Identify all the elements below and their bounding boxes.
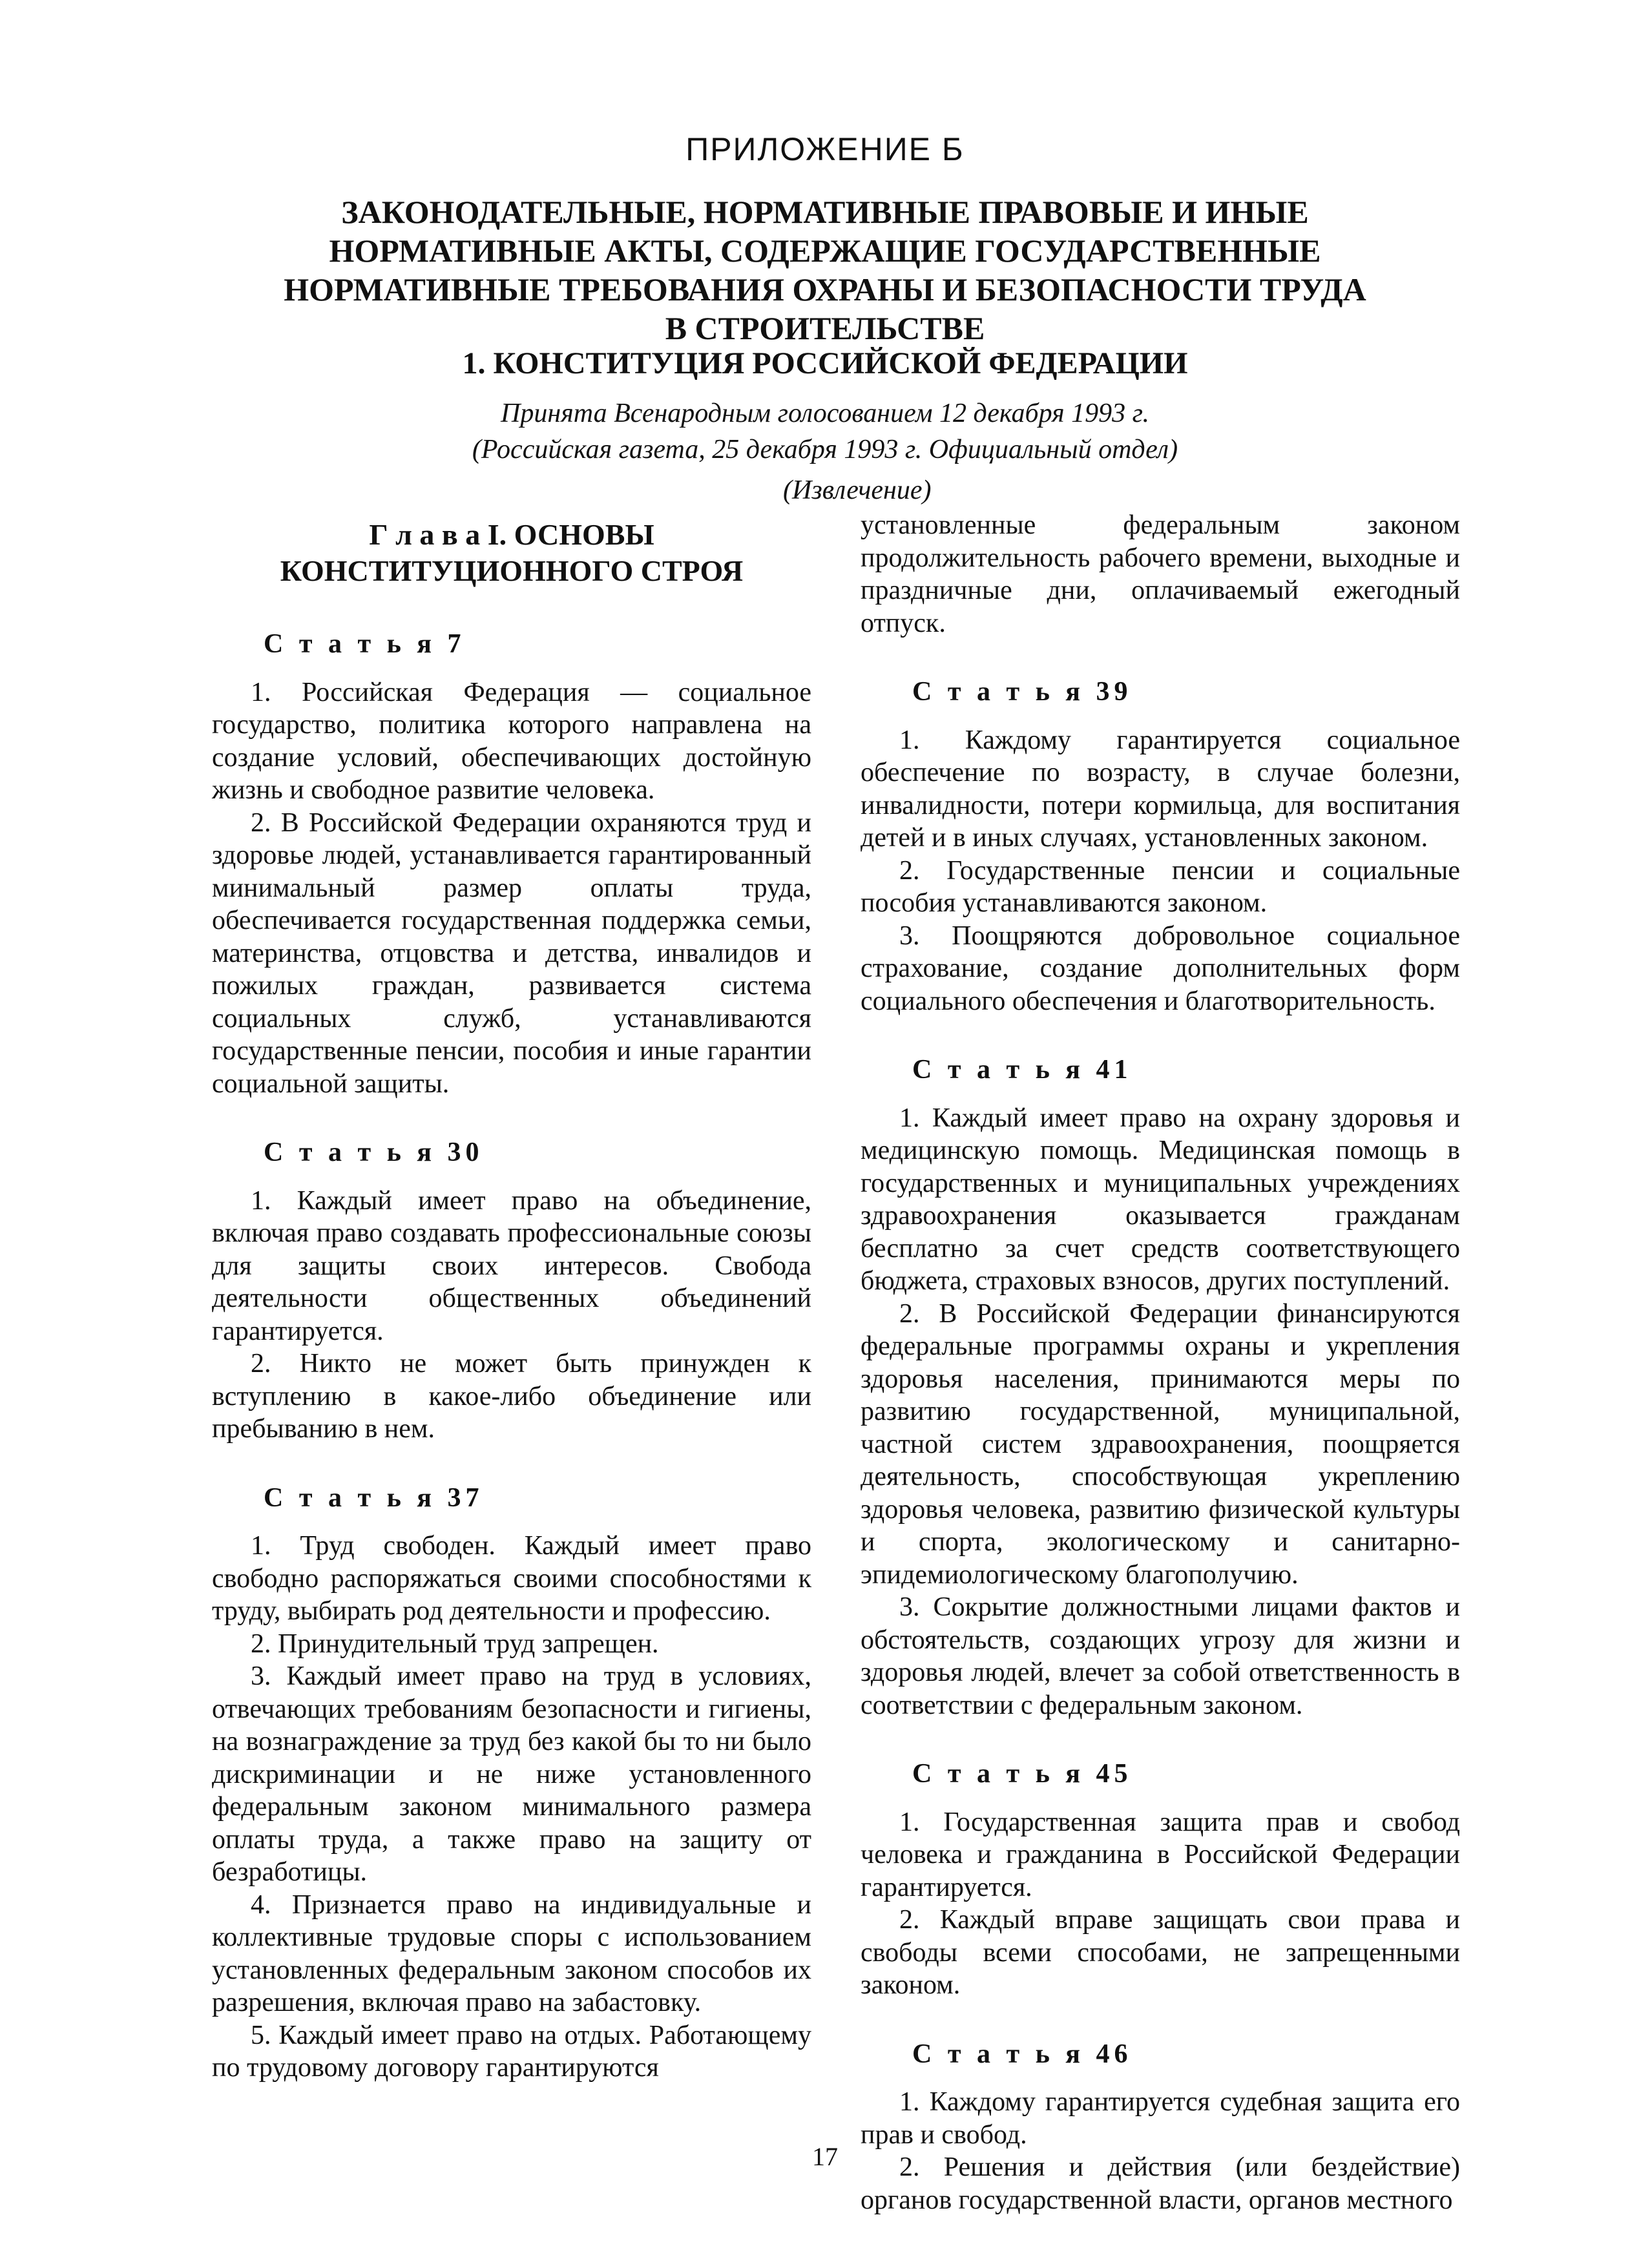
chapter-heading: [212, 517, 811, 589]
document-title: [194, 192, 1456, 348]
paragraph: 3. Каждый имеет право на труд в условиях, отвечающих требованиям безопасности и гигиены, на вознаграждение за труд без какой бы то ни было дискриминации и не ниже установленного федеральным законом минимального размера оплаты труда, а также право на защиту от безработицы.: [212, 1661, 811, 1887]
paragraph: 2. В Российской Федерации охраняются труд и здоровье людей, устанавливается гарантированный минимальный размер оплаты труда, обеспечивается государственная поддержка семьи, материнства, отцовства и детства, инвалидов и пожилых граждан, развивается система социальных служб, устанавливаются государственные пенсии, пособия и иные гарантии социальной защиты.: [212, 807, 811, 1099]
article-title-39: С т а т ь я 39: [912, 677, 1133, 707]
article-title-7: С т а т ь я 7: [264, 629, 466, 659]
article-title-41: С т а т ь я 41: [912, 1055, 1133, 1085]
adoption-line: Принята Всенародным голосованием 12 декабря 1993 г.: [501, 399, 1149, 428]
constitution-title: 1. КОНСТИТУЦИЯ РОССИЙСКОЙ ФЕДЕРАЦИИ: [462, 346, 1188, 380]
extract-note: (Извлечение): [783, 475, 932, 505]
article-title-46: С т а т ь я 46: [912, 2039, 1133, 2069]
chapter-line: КОНСТИТУЦИОННОГО СТРОЯ: [280, 554, 744, 587]
article-title-37: С т а т ь я 37: [264, 1483, 484, 1513]
paragraph: 1. Российская Федерация — социальное государство, политика которого направлена на создание условий, обеспечивающих достойную жизнь и свободное развитие человека.: [212, 677, 811, 805]
paragraph: 3. Поощряются добровольное социальное страхование, создание дополнительных форм социального обеспечения и благотворительность.: [861, 921, 1460, 1016]
paragraph: 3. Сокрытие должностными лицами фактов и обстоятельств, создающих угрозу для жизни и здоровья людей, влечет за собой ответственность в соответствии с федеральным законом.: [861, 1592, 1460, 1720]
paragraph: 2. Государственные пенсии и социальные пособия устанавливаются законом.: [861, 855, 1460, 918]
title-line: НОРМАТИВНЫЕ АКТЫ, СОДЕРЖАЩИЕ ГОСУДАРСТВЕННЫЕ: [329, 233, 1321, 269]
title-line: ЗАКОНОДАТЕЛЬНЫЕ, НОРМАТИВНЫЕ ПРАВОВЫЕ И ИНЫЕ: [341, 194, 1309, 230]
adoption-info: [0, 395, 1650, 468]
article-title-30: С т а т ь я 30: [264, 1138, 484, 1167]
page-number: 17: [812, 2142, 838, 2171]
continued-paragraph: установленные федеральным законом продолжительность рабочего времени, выходные и праздничные дни, оплачиваемый ежегодный отпуск.: [861, 510, 1460, 638]
right-column: [861, 509, 1460, 2216]
paragraph: 1. Каждому гарантируется социальное обеспечение по возрасту, в случае болезни, инвалидности, потери кормильца, для воспитания детей и в иных случаях, установленных законом.: [861, 725, 1460, 853]
paragraph: 1. Каждый имеет право на охрану здоровья и медицинскую помощь. Медицинская помощь в государственных и муниципальных учреждениях здравоохранения оказывается гражданам бесплатно за счет средств соответствующего бюджета, страховых взносов, других поступлений.: [861, 1103, 1460, 1296]
paragraph: 4. Признается право на индивидуальные и коллективные трудовые споры с использованием установленных федеральным законом способов их разрешения, включая право на забастовку.: [212, 1889, 811, 2017]
title-line: В СТРОИТЕЛЬСТВЕ: [665, 310, 985, 346]
paragraph: 2. Никто не может быть принужден к вступлению в какое-либо объединение или пребыванию в нем.: [212, 1349, 811, 1444]
left-column: [212, 517, 811, 2085]
paragraph: 1. Каждый имеет право на объединение, включая право создавать профессиональные союзы для защиты своих интересов. Свобода деятельности общественных объединений гарантируется.: [212, 1185, 811, 1346]
paragraph: 2. Каждый вправе защищать свои права и свободы всеми способами, не запрещенными законом.: [861, 1905, 1460, 2000]
paragraph: 1. Каждому гарантируется судебная защита его прав и свобод.: [861, 2087, 1460, 2150]
paragraph: 2. Принудительный труд запрещен.: [251, 1628, 659, 1659]
chapter-line: Г л а в а I. ОСНОВЫ: [369, 518, 654, 551]
article-title-45: С т а т ь я 45: [912, 1759, 1133, 1789]
source-line: (Российская газета, 25 декабря 1993 г. Официальный отдел): [472, 435, 1178, 464]
paragraph: 5. Каждый имеет право на отдых. Работающему по трудовому договору гарантируются: [212, 2020, 811, 2083]
paragraph: 1. Труд свободен. Каждый имеет право свободно распоряжаться своими способностями к труду, выбирать род деятельности и профессию.: [212, 1531, 811, 1626]
paragraph: 2. Решения и действия (или бездействие) органов государственной власти, органов местного: [861, 2152, 1460, 2215]
paragraph: 1. Государственная защита прав и свобод человека и гражданина в Российской Федерации гарантируется.: [861, 1807, 1460, 1902]
appendix-label: ПРИЛОЖЕНИЕ Б: [685, 131, 965, 167]
paragraph: 2. В Российской Федерации финансируются федеральные программы охраны и укрепления здоровья населения, принимаются меры по развитию государственной, муниципальной, частной систем здравоохранения, поощряется деятельность, способствующая укреплению здоровья человека, развитию физической культуры и спорта, экологическому и санитарно-эпидемиологическому благополучию.: [861, 1298, 1460, 1590]
title-line: НОРМАТИВНЫЕ ТРЕБОВАНИЯ ОХРАНЫ И БЕЗОПАСНОСТИ ТРУДА: [284, 271, 1366, 307]
